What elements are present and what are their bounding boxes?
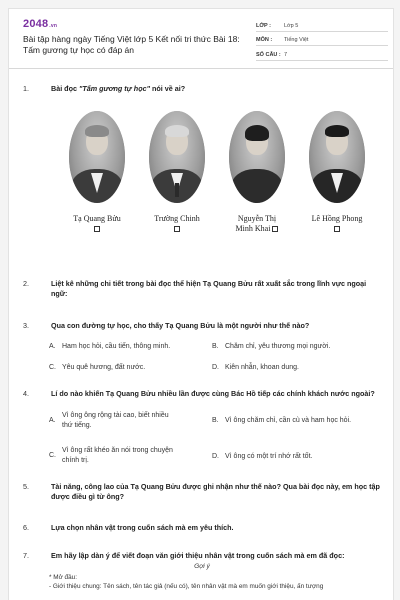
option-letter: A. <box>49 343 56 350</box>
question-number: 5. <box>23 482 29 491</box>
question-number: 4. <box>23 389 29 398</box>
question-text: Liệt kê những chi tiết trong bài đọc thể hiện Tạ Quang Bửu rất xuất sắc trong lĩnh vực ngoại ngữ: <box>51 279 367 298</box>
portrait-name: Tạ Quang Bửu <box>73 214 121 223</box>
q3-option-c[interactable] <box>49 363 209 373</box>
portrait-name-line1: Nguyễn Thị <box>237 214 277 223</box>
option-letter: C. <box>49 452 56 459</box>
option-text: Chăm chỉ, yêu thương mọi người. <box>225 343 331 350</box>
logo-suffix: .vn <box>49 23 58 29</box>
portrait-photo <box>149 111 205 203</box>
question-1 <box>23 84 383 94</box>
option-text: Vì ông rất khéo ăn nói trong chuyện chính trị. <box>62 447 173 464</box>
hint-label: Gợi ý <box>194 563 210 570</box>
question-text: Qua con đường tự học, cho thấy Tạ Quang Bửu là một người như thế nào? <box>51 321 310 330</box>
q3-option-d[interactable] <box>212 363 387 373</box>
meta-row-subject <box>256 32 388 47</box>
portrait-name <box>219 214 295 234</box>
meta-value: Lớp 5 <box>284 22 299 29</box>
q3-option-b[interactable] <box>212 342 387 352</box>
question-5 <box>23 482 383 502</box>
worksheet-meta <box>256 17 388 61</box>
worksheet <box>8 8 394 600</box>
question-7 <box>23 551 383 561</box>
question-number: 2. <box>23 279 29 288</box>
question-suffix: nói về ai? <box>149 84 186 93</box>
question-text <box>51 84 383 94</box>
answer-checkbox[interactable] <box>174 226 180 232</box>
question-number: 3. <box>23 321 29 330</box>
portrait-photo <box>229 111 285 203</box>
q3-option-a[interactable] <box>49 342 209 352</box>
question-6 <box>23 523 383 533</box>
outline-lines <box>49 573 389 591</box>
question-text: Lựa chọn nhân vật trong cuốn sách mà em yêu thích. <box>51 523 234 532</box>
portrait-name: Lê Hồng Phong <box>311 214 363 223</box>
portrait-name-line2: Minh Khai <box>235 224 271 233</box>
question-text: Lí do nào khiến Tạ Quang Bửu nhiều lần được cùng Bác Hồ tiếp các chính khách nước ngoài? <box>51 389 375 398</box>
outline-line: * Mở đầu: <box>49 574 77 581</box>
portrait-photo <box>309 111 365 203</box>
meta-row-count <box>256 46 388 61</box>
portrait-photo <box>69 111 125 203</box>
option-text: Vì ông ông rộng tài cao, biết nhiều thứ tiếng. <box>62 412 169 429</box>
question-3 <box>23 321 383 331</box>
outline-line: - Giới thiệu chung: Tên sách, tên tác giả (nếu có), tên nhân vật mà em muốn giới thiệu, ấn tượng <box>49 583 324 590</box>
logo-text: 2048 <box>23 18 49 30</box>
portrait-option-3[interactable] <box>219 111 295 234</box>
q4-option-c[interactable] <box>49 446 181 466</box>
q4-option-b[interactable] <box>212 416 390 426</box>
site-logo[interactable] <box>23 18 57 30</box>
meta-key: SỐ CÂU : <box>256 51 281 58</box>
answer-checkbox[interactable] <box>334 226 340 232</box>
worksheet-title: Bài tập hàng ngày Tiếng Việt lớp 5 Kết nối tri thức Bài 18: Tấm gương tự học có đáp án <box>23 34 240 55</box>
q4-option-d[interactable] <box>212 452 390 462</box>
option-text: Kiên nhẫn, khoan dung. <box>225 364 299 371</box>
question-number: 1. <box>23 84 29 93</box>
q4-option-a[interactable] <box>49 411 181 431</box>
portrait-name: Trường Chinh <box>154 214 200 223</box>
meta-key: MÔN : <box>256 37 273 43</box>
meta-value: Tiếng Việt <box>284 37 309 43</box>
answer-checkbox[interactable] <box>272 226 278 232</box>
question-prefix: Bài đọc <box>51 84 79 93</box>
question-number: 6. <box>23 523 29 532</box>
option-letter: B. <box>212 417 219 424</box>
portrait-option-2[interactable] <box>139 111 215 232</box>
question-text: Em hãy lập dàn ý để viết đoạn văn giới thiệu nhân vật trong cuốn sách mà em đã đọc: <box>51 551 345 560</box>
option-text: Vì ông có một trí nhớ rất tốt. <box>225 453 313 460</box>
meta-key: LỚP : <box>256 22 271 29</box>
portrait-choices <box>57 111 377 261</box>
option-letter: C. <box>49 364 56 371</box>
option-letter: D. <box>212 453 219 460</box>
meta-value: 7 <box>284 51 288 58</box>
portrait-option-4[interactable] <box>299 111 375 232</box>
option-text: Vì ông chăm chỉ, cần cù và ham học hỏi. <box>225 417 352 424</box>
portrait-option-1[interactable] <box>59 111 135 232</box>
question-quote: "Tấm gương tự học" <box>78 84 150 93</box>
question-2 <box>23 279 383 299</box>
question-number: 7. <box>23 551 29 560</box>
option-letter: A. <box>49 417 56 424</box>
option-letter: B. <box>212 343 219 350</box>
option-text: Yêu quê hương, đất nước. <box>62 364 146 371</box>
answer-checkbox[interactable] <box>94 226 100 232</box>
question-4 <box>23 389 383 399</box>
worksheet-header <box>9 9 393 69</box>
meta-row-grade <box>256 17 388 32</box>
question-text: Tài năng, công lao của Tạ Quang Bửu được ghi nhận như thế nào? Qua bài đọc này, em học tập được điều gì từ ông? <box>51 482 380 501</box>
option-text: Ham học hỏi, cầu tiến, thông minh. <box>62 343 171 350</box>
option-letter: D. <box>212 364 219 371</box>
